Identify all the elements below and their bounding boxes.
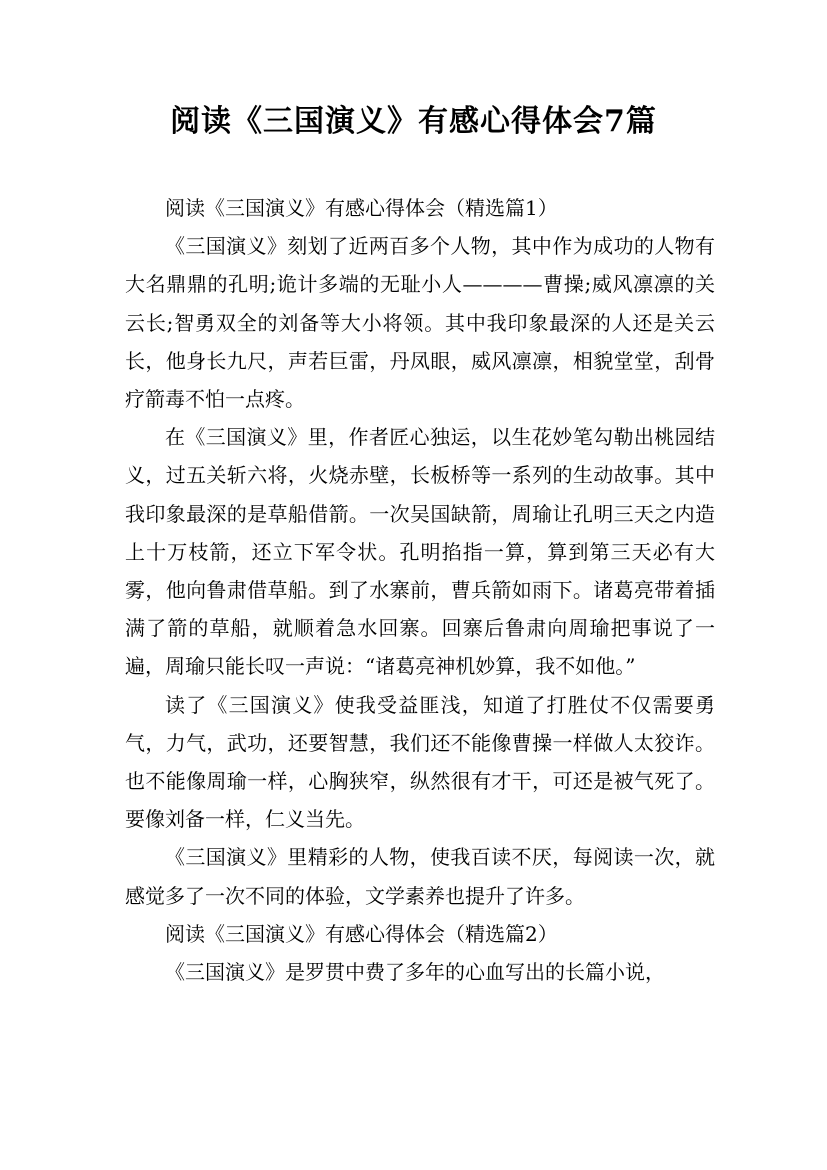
- paragraph: 《三国演义》是罗贯中费了多年的心血写出的长篇小说，: [165, 960, 665, 985]
- paragraph: 读了《三国演义》使我受益匪浅，知道了打胜仗不仅需要勇气，力气，武功，还要智慧，我们还不能像曹操一样做人太狡诈。也不能像周瑜一样，心胸狭窄，纵然很有才干，可还是被气死了。要像刘备一样，仁义当先。: [125, 692, 715, 832]
- paragraph: 《三国演义》刻划了近两百多个人物，其中作为成功的人物有大名鼎鼎的孔明;诡计多端的无耻小人————曹操;威风凛凛的关云长;智勇双全的刘备等大小将领。其中我印象最深的人还是关云长，他身长九尺，声若巨雷，丹凤眼，威风凛凛，相貌堂堂，刮骨疗箭毒不怕一点疼。: [125, 234, 715, 412]
- document-title: 阅读《三国演义》有感心得体会7篇: [170, 104, 657, 139]
- document-body: [125, 189, 715, 991]
- paragraph: 《三国演义》里精彩的人物，使我百读不厌，每阅读一次，就感觉多了一次不同的体验，文学素养也提升了许多。: [125, 845, 715, 908]
- paragraph: 在《三国演义》里，作者匠心独运，以生花妙笔勾勒出桃园结义，过五关斩六将，火烧赤壁，长板桥等一系列的生动故事。其中我印象最深的是草船借箭。一次吴国缺箭，周瑜让孔明三天之内造上十万枝箭，还立下军令状。孔明掐指一算，算到第三天必有大雾，他向鲁肃借草船。到了水寨前，曹兵箭如雨下。诸葛亮带着插满了箭的草船，就顺着急水回寨。回寨后鲁肃向周瑜把事说了一遍，周瑜只能长叹一声说：“诸葛亮神机妙算，我不如他。”: [125, 425, 715, 679]
- section-heading: 阅读《三国演义》有感心得体会（精选篇1）: [165, 196, 558, 220]
- section-heading: 阅读《三国演义》有感心得体会（精选篇2）: [165, 921, 558, 946]
